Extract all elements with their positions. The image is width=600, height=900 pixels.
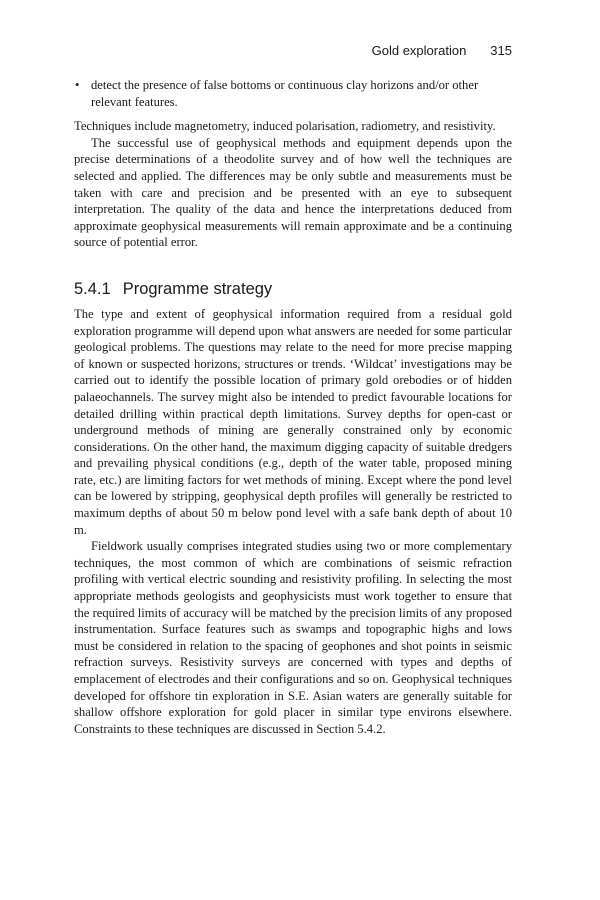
page-header <box>372 43 512 58</box>
section-number: 5.4.1 <box>74 279 111 298</box>
bullet-text: detect the presence of false bottoms or continuous clay horizons and/or other relevant features. <box>91 78 479 109</box>
bullet-symbol: • <box>75 78 80 92</box>
paragraph-fieldwork: Fieldwork usually comprises integrated studies using two or more complementary techniques, the most common of which are combinations of seismic refraction profiling with vertical electric sounding and resistivity profiling. In selecting the most appropriate methods geologists and geophysicists must work together to ensure that the required limits of accuracy will be matched by the precision limits of any proposed instrumentation. Surface features such as swamps and topographic highs and lows must be considered in relation to the spacing of geophones and shot points in seismic refraction surveys. Resistivity surveys are concerned with types and depths of emplacement of electrodes and their configurations and so on. Geophysical techniques developed for offshore tin exploration in S.E. Asian waters are generally suitable for shallow offshore exploration for gold placer in similar type environs elsewhere. Constraints to these techniques are discussed in Section 5.4.2. <box>74 539 512 736</box>
paragraph-successful-use: The successful use of geophysical methods and equipment depends upon the precise determinations of a theodolite survey and of how well the techniques are selected and applied. The differences may be only subtle and measurements must be taken with care and precision and be presented with an eye to subsequent interpretation. The quality of the data and hence the interpretations deduced from approximate geophysical measurements will remain approximate and be a continuing source of potential error. <box>74 135 512 250</box>
paragraph-techniques: Techniques include magnetometry, induced polarisation, radiometry, and resistivity. <box>74 119 496 134</box>
page-number: 315 <box>490 43 512 58</box>
section-title: Programme strategy <box>122 279 273 298</box>
paragraph-type-and-extent: The type and extent of geophysical information required from a residual gold exploration programme will depend upon what answers are needed for some particular geological problems. The questions may relate to the need for more precise mapping of known or suspected horizons, structures or trends. ‘Wildcat’ investigations may be carried out to identify the possible location of primary gold orebodies or of hidden palaeochannels. The survey might also be intended to predict favourable locations for detailed drilling within practical depth limitations. Survey depths for open-cast or underground methods of mining are generally constrained only by economic considerations. On the other hand, the maximum digging capacity of suitable dredgers and prevailing physical conditions (e.g., depth of the water table, proposed mining rate, etc.) are limiting factors for wet methods of mining. Except where the pond level can be lowered by stripping, geophysical depth profiles will generally be restricted to maximum depths of about 50 m below pond level with a safe bank depth of about 10 m. <box>74 306 512 537</box>
bullet-item <box>74 77 512 110</box>
section-heading <box>74 279 512 299</box>
page-body <box>74 77 512 737</box>
running-title: Gold exploration <box>371 43 467 58</box>
